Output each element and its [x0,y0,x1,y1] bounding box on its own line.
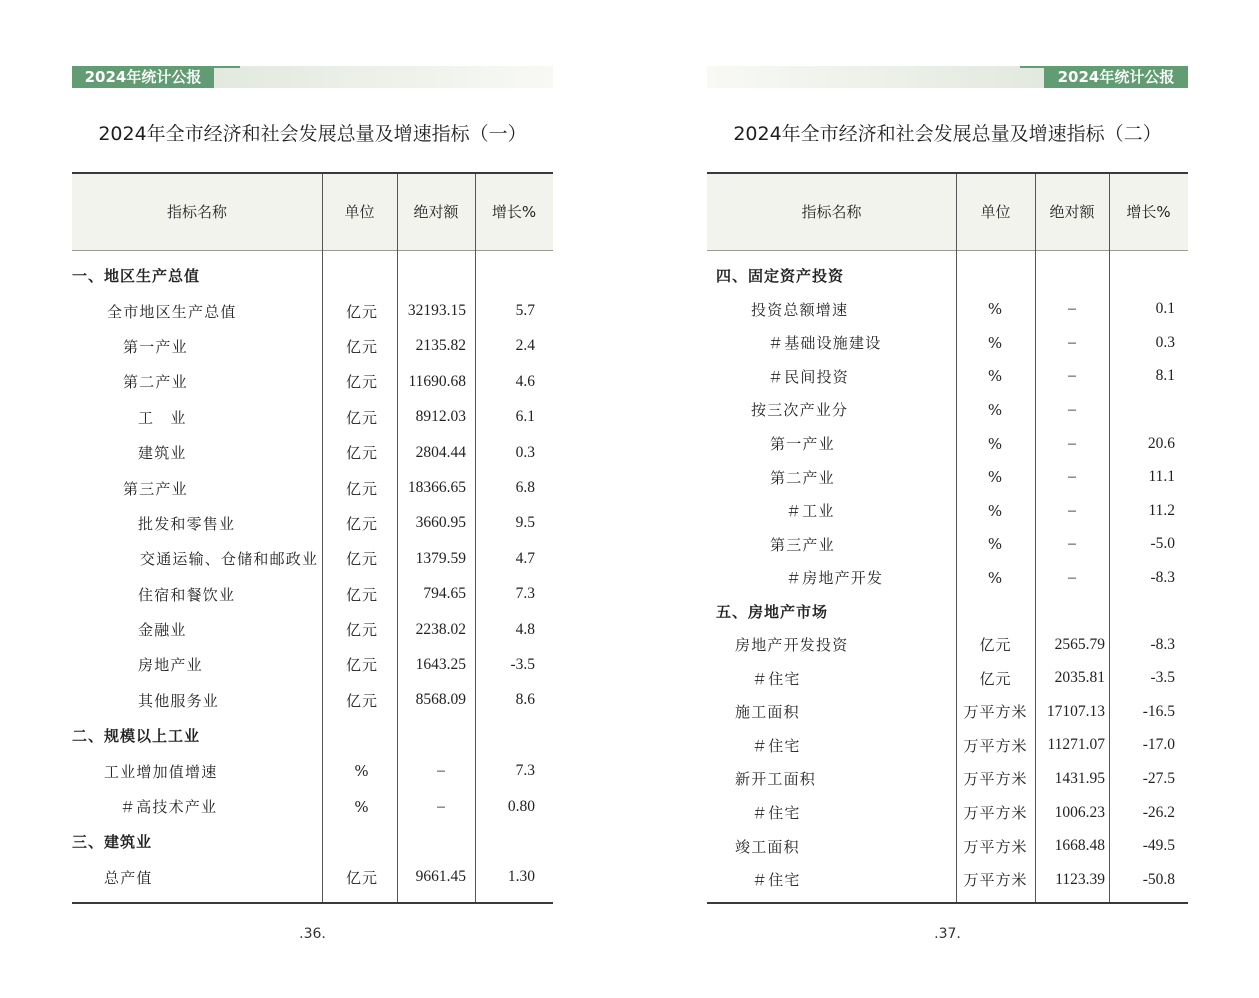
indicator-name: 全市地区生产总值 [107,302,237,321]
unit-cell: % [987,434,1004,453]
indicator-table [72,172,553,904]
indicator-name: ＃民间投资 [768,367,850,386]
growth-cell: -8.3 [1150,635,1175,653]
indicator-name: 工业增加值增速 [104,762,218,781]
table-title: 2024年全市经济和社会发展总量及增速指标（二） [733,123,1162,145]
indicator-name: 第二产业 [770,468,835,487]
indicator-name: ＃房地产开发 [786,569,884,588]
growth-cell: -3.5 [510,655,535,673]
column-divider [475,174,476,902]
unit-cell: 亿元 [345,302,378,321]
unit-cell: % [354,797,370,816]
unit-cell: % [987,400,1004,419]
indicator-name: ＃住宅 [752,871,801,890]
absolute-value-cell: 1379.59 [415,549,466,567]
page-number: .37. [934,926,961,942]
table-row [707,796,1188,830]
growth-cell: 1.30 [507,868,535,886]
absolute-value-cell: 1431.95 [1054,769,1105,787]
absolute-value-cell: – [1068,434,1076,452]
table-row [72,470,553,505]
absolute-value-cell: 1123.39 [1055,870,1105,888]
page-right [707,0,1188,998]
unit-cell: 亿元 [345,408,378,427]
table-row [707,662,1188,696]
table-row [707,829,1188,863]
growth-cell: -17.0 [1142,736,1175,754]
unit-cell: % [987,535,1004,554]
table-row [72,683,553,718]
growth-cell: 8.6 [515,691,535,709]
growth-cell: 7.3 [515,585,535,603]
unit-cell: 亿元 [345,373,378,392]
growth-cell: 0.3 [1155,333,1175,351]
indicator-name: 竣工面积 [735,837,800,856]
header-band [707,66,1188,88]
section-heading-row [707,259,1188,293]
section-heading-row [707,594,1188,628]
header-band [72,66,553,88]
growth-cell: 0.3 [515,443,535,461]
section-heading: 二、规模以上工业 [72,727,201,746]
column-divider [956,174,957,902]
unit-cell: 亿元 [345,337,378,356]
header-band-tick [1020,66,1044,68]
absolute-value-cell: 2565.79 [1054,635,1105,653]
absolute-value-cell: 18366.65 [407,479,466,497]
unit-cell: 亿元 [345,444,378,463]
table-row [72,506,553,541]
column-divider [322,174,323,902]
unit-cell: 亿元 [979,636,1012,655]
growth-cell: 20.6 [1147,434,1175,452]
column-header-indicator: 指标名称 [801,203,862,221]
absolute-value-cell: – [1068,367,1076,385]
indicator-name: 第二产业 [123,373,188,392]
table-row [707,628,1188,662]
table-row [72,293,553,328]
table-title: 2024年全市经济和社会发展总量及增速指标（一） [98,123,527,145]
table-row [707,695,1188,729]
growth-cell: 4.6 [515,372,535,390]
table-body [72,251,553,895]
table-row [72,789,553,824]
indicator-name: 批发和零售业 [138,514,236,533]
indicator-name: 住宿和餐饮业 [138,585,236,604]
indicator-name: 第三产业 [770,535,835,554]
growth-cell: 0.80 [507,797,535,815]
section-heading-row [72,718,553,753]
indicator-name: 金融业 [138,621,187,640]
absolute-value-cell: – [1068,333,1076,351]
header-band-fade [707,66,1044,88]
section-heading: 五、房地产市场 [716,602,829,621]
growth-cell: -50.8 [1142,870,1175,888]
table-row [72,435,553,470]
table-row [707,729,1188,763]
indicator-name: 房地产业 [138,656,203,675]
column-header-growth: 增长% [1126,203,1171,221]
section-heading: 四、固定资产投资 [716,267,845,286]
unit-cell: 亿元 [345,550,378,569]
unit-cell: 万平方米 [963,804,1028,823]
unit-cell: % [987,568,1004,587]
bulletin-label: 2024年统计公报 [72,66,214,88]
indicator-name: 第三产业 [123,479,188,498]
unit-cell: 亿元 [345,514,378,533]
absolute-value-cell: 2035.81 [1054,669,1105,687]
growth-cell: 4.8 [515,620,535,638]
indicator-name: 新开工面积 [735,770,817,789]
table-row [707,427,1188,461]
indicator-name: ＃工业 [786,502,835,521]
absolute-value-cell: 32193.15 [407,302,466,320]
growth-cell: -16.5 [1142,702,1175,720]
table-row [707,863,1188,897]
indicator-name: 投资总额增速 [751,300,849,319]
growth-cell: 6.1 [515,408,535,426]
absolute-value-cell: 1643.25 [415,655,466,673]
absolute-value-cell: – [437,762,445,780]
column-divider [1109,174,1110,902]
absolute-value-cell: – [1068,300,1076,318]
indicator-name: 建筑业 [138,444,187,463]
absolute-value-cell: 17107.13 [1046,702,1105,720]
indicator-name: 施工面积 [735,703,800,722]
absolute-value-cell: 11690.68 [408,372,466,390]
column-header-absolute: 绝对额 [413,203,459,221]
absolute-value-cell: 9661.45 [415,868,466,886]
indicator-name: ＃高技术产业 [120,798,218,817]
unit-cell: 万平方米 [963,770,1028,789]
growth-cell: -3.5 [1150,669,1175,687]
absolute-value-cell: 3660.95 [415,514,466,532]
unit-cell: 亿元 [345,479,378,498]
table-row [707,494,1188,528]
growth-cell: -27.5 [1142,769,1175,787]
table-row [72,612,553,647]
absolute-value-cell: – [1068,501,1076,519]
unit-cell: 万平方米 [963,837,1028,856]
absolute-value-cell: 1668.48 [1054,837,1105,855]
unit-cell: 亿元 [345,621,378,640]
unit-cell: 万平方米 [963,871,1028,890]
absolute-value-cell: – [1068,468,1076,486]
page-left [72,0,553,998]
table-row [72,364,553,399]
table-row [707,561,1188,595]
column-header-growth: 增长% [491,203,537,221]
table-row [707,393,1188,427]
growth-cell: -5.0 [1150,535,1175,553]
indicator-name: 第一产业 [123,337,188,356]
unit-cell: % [987,367,1004,386]
table-row [72,860,553,895]
growth-cell: -8.3 [1150,568,1175,586]
indicator-table [707,172,1188,904]
column-header-unit: 单位 [980,203,1011,221]
growth-cell: -49.5 [1142,837,1175,855]
column-header-unit: 单位 [344,203,375,221]
unit-cell: % [987,468,1004,487]
absolute-value-cell: 8568.09 [415,691,466,709]
absolute-value-cell: 11271.07 [1047,736,1105,754]
absolute-value-cell: – [1068,400,1076,418]
table-row [72,647,553,682]
table-header-row [707,174,1188,251]
table-row [707,293,1188,327]
table-row [707,360,1188,394]
indicator-name: 总产值 [104,868,153,887]
unit-cell: 万平方米 [963,703,1028,722]
growth-cell: 9.5 [515,514,535,532]
table-header-row [72,174,553,251]
column-divider [1035,174,1036,902]
indicator-name: 交通运输、仓储和邮政业 [140,550,319,569]
growth-cell: -26.2 [1142,803,1175,821]
indicator-name: ＃住宅 [752,736,801,755]
table-row [72,753,553,788]
indicator-name: ＃住宅 [752,669,801,688]
growth-cell: 4.7 [515,549,535,567]
table-row [72,400,553,435]
absolute-value-cell: – [1068,568,1076,586]
unit-cell: % [987,300,1004,319]
indicator-name: 工 业 [138,408,187,427]
header-band-fade [214,66,553,88]
unit-cell: 亿元 [345,691,378,710]
absolute-value-cell: 2804.44 [415,443,466,461]
table-row [72,329,553,364]
column-header-indicator: 指标名称 [166,203,227,221]
absolute-value-cell: – [1068,535,1076,553]
header-band-tick [214,66,240,68]
unit-cell: 亿元 [345,868,378,887]
growth-cell: 11.1 [1148,468,1175,486]
unit-cell: % [987,501,1004,520]
growth-cell: 5.7 [515,302,535,320]
indicator-name: ＃基础设施建设 [768,334,882,353]
growth-cell: 0.1 [1155,300,1175,318]
column-divider [397,174,398,902]
indicator-name: ＃住宅 [752,804,801,823]
section-heading-row [72,824,553,859]
column-header-absolute: 绝对额 [1049,203,1095,221]
table-row [707,326,1188,360]
absolute-value-cell: – [437,797,445,815]
table-body [707,251,1188,896]
growth-cell: 11.2 [1148,501,1175,519]
section-heading-row [72,258,553,293]
absolute-value-cell: 8912.03 [415,408,466,426]
table-row [707,527,1188,561]
indicator-name: 按三次产业分 [751,401,849,420]
unit-cell: % [987,333,1004,352]
growth-cell: 2.4 [515,337,535,355]
unit-cell: 亿元 [345,656,378,675]
table-row [707,762,1188,796]
section-heading: 一、地区生产总值 [72,267,201,286]
page-number: .36. [299,926,326,942]
indicator-name: 房地产开发投资 [735,636,849,655]
table-row [72,577,553,612]
unit-cell: % [354,762,370,781]
unit-cell: 亿元 [345,585,378,604]
absolute-value-cell: 1006.23 [1054,803,1105,821]
growth-cell: 6.8 [515,479,535,497]
growth-cell: 7.3 [515,762,535,780]
absolute-value-cell: 2135.82 [415,337,466,355]
unit-cell: 亿元 [979,669,1012,688]
bulletin-label: 2024年统计公报 [1044,66,1188,88]
section-heading: 三、建筑业 [72,833,153,852]
unit-cell: 万平方米 [963,736,1028,755]
table-row [72,541,553,576]
indicator-name: 第一产业 [770,435,835,453]
indicator-name: 其他服务业 [138,691,220,710]
absolute-value-cell: 794.65 [423,585,466,603]
absolute-value-cell: 2238.02 [415,620,466,638]
table-row [707,460,1188,494]
growth-cell: 8.1 [1155,367,1175,385]
